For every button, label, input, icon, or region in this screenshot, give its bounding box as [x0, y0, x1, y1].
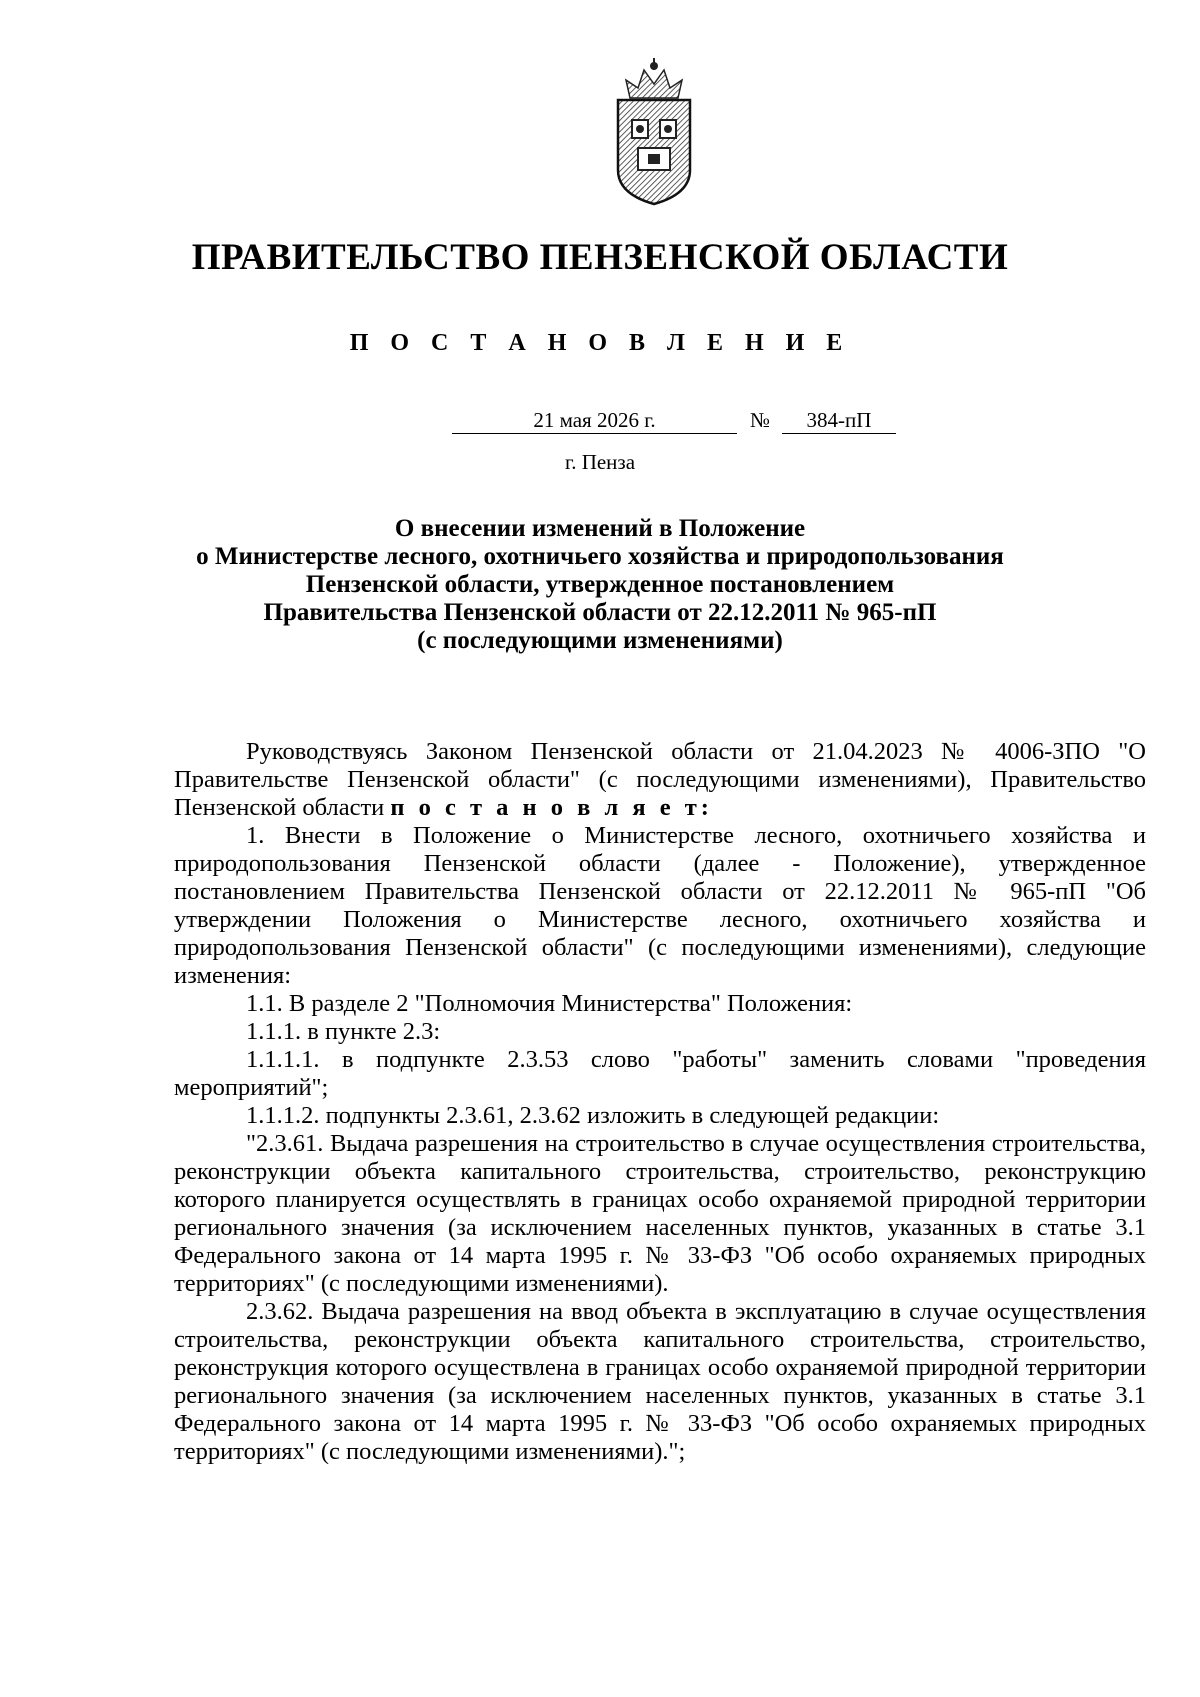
- decree-word: п о с т а н о в л я е т:: [390, 794, 713, 821]
- coat-of-arms-emblem: [608, 58, 700, 208]
- number-sign: №: [750, 408, 771, 432]
- city: г. Пенза: [564, 450, 636, 474]
- body-paragraph: 2.3.62. Выдача разрешения на ввод объекта в эксплуатацию в случае осуществления строительства, реконструкции объекта капитального строительства, строительство, реконструкция которого осуществлена в границах особо охраняемой природной территории регионального значения (за исключением населенных пунктов, указанных в статье 3.1 Федерального закона от 14 марта 1995 г. № 33-ФЗ "Об особо охраняемых природных территориях" (с последующими изменениями).";: [174, 1298, 1146, 1465]
- body-paragraph: 1. Внести в Положение о Министерстве лесного, охотничьего хозяйства и природопользования Пензенской области (далее - Положение), утвержденное постановлением Правительства Пензенской области от 22.12.2011 № 965-пП "Об утверждении Положения о Министерстве лесного, охотничьего хозяйства и природопользования Пензенской области" (с последующими изменениями), следующие изменения:: [174, 822, 1146, 989]
- body-paragraph: 1.1. В разделе 2 "Полномочия Министерства" Положения:: [246, 990, 853, 1017]
- title-line: о Министерстве лесного, охотничьего хозяйства и природопользования: [196, 543, 1004, 570]
- body-paragraph: 1.1.1.2. подпункты 2.3.61, 2.3.62 изложить в следующей редакции:: [246, 1102, 940, 1129]
- body-paragraph: 1.1.1.1. в подпункте 2.3.53 слово "работы" заменить словами "проведения мероприятий";: [174, 1046, 1146, 1101]
- body-paragraph: "2.3.61. Выдача разрешения на строительство в случае осуществления строительства, реконструкции объекта капитального строительства, строительство, реконструкцию которого планируется осуществлять в границах особо охраняемой природной территории регионального значения (за исключением населенных пунктов, указанных в статье 3.1 Федерального закона от 14 марта 1995 г. № 33-ФЗ "Об особо охраняемых природных территориях" (с последующими изменениями).: [174, 1130, 1146, 1297]
- preamble-text: Руководствуясь Законом Пензенской области от 21.04.2023 № 4006-ЗПО "О Правительстве Пензенской области" (с последующими изменениями), Правительство Пензенской области: [174, 738, 1146, 821]
- document-date: 21 мая 2026 г.: [452, 408, 737, 434]
- title-line: Пензенской области, утвержденное постановлением: [305, 571, 895, 598]
- title-line: Правительства Пензенской области от 22.12.2011 № 965-пП: [263, 599, 937, 626]
- document-number: 384-пП: [782, 408, 896, 434]
- document-title: [0, 515, 1200, 655]
- document-type: П О С Т А Н О В Л Е Н И Е: [349, 330, 851, 356]
- body-paragraph: 1.1.1. в пункте 2.3:: [246, 1018, 441, 1045]
- title-line: О внесении изменений в Положение: [394, 515, 806, 542]
- document-body: [174, 738, 1146, 1466]
- organization-name: ПРАВИТЕЛЬСТВО ПЕНЗЕНСКОЙ ОБЛАСТИ: [191, 237, 1009, 278]
- preamble-paragraph: [174, 738, 1146, 822]
- title-line: (с последующими изменениями): [417, 627, 783, 654]
- date-number-line: [452, 408, 896, 438]
